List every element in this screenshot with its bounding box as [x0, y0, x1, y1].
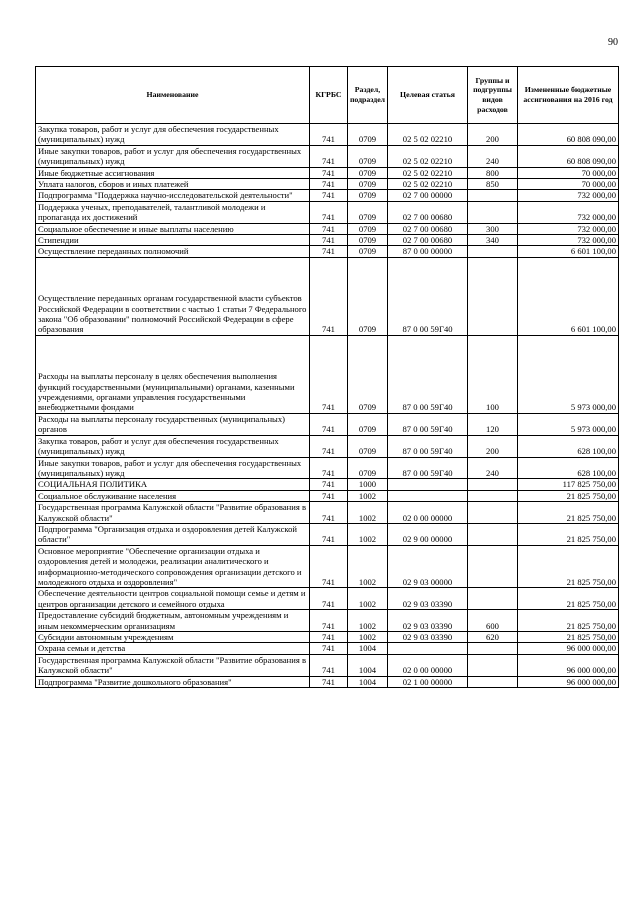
row-group-cell: 600 [468, 610, 518, 632]
row-amount-cell: 732 000,00 [518, 235, 619, 246]
table-row [36, 457, 619, 479]
row-section-cell: 0709 [348, 257, 388, 335]
row-target-cell: 02 9 03 03390 [388, 588, 468, 610]
header-amount: Измененные бюджетные ассигнования на 2016 год [518, 67, 619, 124]
row-section-cell: 0709 [348, 246, 388, 257]
table-row [36, 545, 619, 588]
row-name-cell: Иные бюджетные ассигнования [36, 167, 310, 178]
row-section-cell: 0709 [348, 190, 388, 201]
row-name-cell: Осуществление переданных полномочий [36, 246, 310, 257]
table-row [36, 145, 619, 167]
table-row [36, 201, 619, 223]
row-group-cell [468, 502, 518, 524]
row-section-cell: 1002 [348, 502, 388, 524]
row-ktrbs-cell: 741 [310, 457, 348, 479]
row-ktrbs-cell: 741 [310, 179, 348, 190]
row-name-cell: Закупка товаров, работ и услуг для обеспечения государственных (муниципальных) нужд [36, 435, 310, 457]
row-target-cell: 02 9 03 03390 [388, 632, 468, 643]
row-target-cell: 02 7 00 00680 [388, 235, 468, 246]
row-name-cell: Подпрограмма "Поддержка научно-исследовательской деятельности" [36, 190, 310, 201]
table-row [36, 124, 619, 146]
table-row [36, 643, 619, 654]
row-section-cell: 1002 [348, 490, 388, 501]
row-amount-cell: 21 825 750,00 [518, 502, 619, 524]
row-group-cell [468, 676, 518, 687]
header-name: Наименование [36, 67, 310, 124]
row-target-cell: 02 5 02 02210 [388, 179, 468, 190]
table-row [36, 435, 619, 457]
row-name-cell: Государственная программа Калужской области "Развитие образования в Калужской области" [36, 502, 310, 524]
row-amount-cell: 70 000,00 [518, 167, 619, 178]
row-section-cell: 1004 [348, 676, 388, 687]
row-group-cell [468, 490, 518, 501]
row-section-cell: 0709 [348, 223, 388, 234]
header-ktrbs: КГРБС [310, 67, 348, 124]
row-name-cell: Государственная программа Калужской области "Развитие образования в Калужской области" [36, 654, 310, 676]
row-target-cell: 02 0 00 00000 [388, 654, 468, 676]
row-amount-cell: 60 808 090,00 [518, 145, 619, 167]
table-row [36, 523, 619, 545]
row-ktrbs-cell: 741 [310, 610, 348, 632]
row-ktrbs-cell: 741 [310, 223, 348, 234]
row-target-cell: 87 0 00 59Г40 [388, 257, 468, 335]
row-section-cell: 0709 [348, 435, 388, 457]
table-row [36, 654, 619, 676]
row-name-cell: Социальное обеспечение и иные выплаты населению [36, 223, 310, 234]
row-group-cell [468, 545, 518, 588]
row-group-cell: 340 [468, 235, 518, 246]
row-target-cell: 87 0 00 00000 [388, 246, 468, 257]
row-target-cell: 87 0 00 59Г40 [388, 413, 468, 435]
row-amount-cell: 117 825 750,00 [518, 479, 619, 490]
row-amount-cell: 21 825 750,00 [518, 490, 619, 501]
row-amount-cell: 5 973 000,00 [518, 413, 619, 435]
table-row [36, 235, 619, 246]
row-amount-cell: 628 100,00 [518, 435, 619, 457]
row-name-cell: Основное мероприятие "Обеспечение организации отдыха и оздоровления детей и молодежи, реализации аналитического и информационно-методического сопровождения организации детского и молодежного отдыха и оздоровления" [36, 545, 310, 588]
row-amount-cell: 6 601 100,00 [518, 257, 619, 335]
row-ktrbs-cell: 741 [310, 523, 348, 545]
row-section-cell: 1002 [348, 588, 388, 610]
row-ktrbs-cell: 741 [310, 145, 348, 167]
page-number: 90 [608, 37, 618, 48]
row-amount-cell: 6 601 100,00 [518, 246, 619, 257]
table-row [36, 490, 619, 501]
header-target: Целевая статья [388, 67, 468, 124]
row-amount-cell: 5 973 000,00 [518, 335, 619, 413]
row-name-cell: Осуществление переданных органам государственной власти субъектов Российской Федерации в соответствии с частью 1 статьи 7 Федерального закона "Об образовании" полномочий Российской Федерации в сфере образования [36, 257, 310, 335]
table-row [36, 179, 619, 190]
row-ktrbs-cell: 741 [310, 502, 348, 524]
row-amount-cell: 21 825 750,00 [518, 610, 619, 632]
row-name-cell: Уплата налогов, сборов и иных платежей [36, 179, 310, 190]
row-section-cell: 1004 [348, 654, 388, 676]
row-name-cell: Субсидии автономным учреждениям [36, 632, 310, 643]
row-group-cell: 200 [468, 124, 518, 146]
row-group-cell: 300 [468, 223, 518, 234]
table-row [36, 257, 619, 335]
table-row [36, 335, 619, 413]
row-group-cell: 240 [468, 457, 518, 479]
row-ktrbs-cell: 741 [310, 490, 348, 501]
row-section-cell: 0709 [348, 145, 388, 167]
row-amount-cell: 60 808 090,00 [518, 124, 619, 146]
row-name-cell: Поддержка ученых, преподавателей, талантливой молодежи и пропаганда их достижений [36, 201, 310, 223]
row-section-cell: 1004 [348, 643, 388, 654]
row-section-cell: 0709 [348, 179, 388, 190]
table-header-row [36, 67, 619, 124]
row-group-cell [468, 588, 518, 610]
row-amount-cell: 628 100,00 [518, 457, 619, 479]
row-amount-cell: 732 000,00 [518, 201, 619, 223]
row-group-cell [468, 479, 518, 490]
table-row [36, 502, 619, 524]
row-group-cell: 620 [468, 632, 518, 643]
row-ktrbs-cell: 741 [310, 257, 348, 335]
row-ktrbs-cell: 741 [310, 413, 348, 435]
row-name-cell: Обеспечение деятельности центров социальной помощи семье и детям и центров организации детского и семейного отдыха [36, 588, 310, 610]
row-name-cell: Расходы на выплаты персоналу государственных (муниципальных) органов [36, 413, 310, 435]
row-ktrbs-cell: 741 [310, 235, 348, 246]
row-target-cell [388, 643, 468, 654]
table-row [36, 588, 619, 610]
row-target-cell: 02 9 00 00000 [388, 523, 468, 545]
row-target-cell: 02 7 00 00680 [388, 223, 468, 234]
row-group-cell: 850 [468, 179, 518, 190]
row-amount-cell: 732 000,00 [518, 190, 619, 201]
row-name-cell: Подпрограмма "Развитие дошкольного образования" [36, 676, 310, 687]
row-name-cell: Социальное обслуживание населения [36, 490, 310, 501]
row-group-cell [468, 257, 518, 335]
row-section-cell: 1002 [348, 523, 388, 545]
row-target-cell: 87 0 00 59Г40 [388, 335, 468, 413]
row-section-cell: 0709 [348, 201, 388, 223]
row-name-cell: Иные закупки товаров, работ и услуг для обеспечения государственных (муниципальных) нужд [36, 457, 310, 479]
row-target-cell [388, 490, 468, 501]
row-section-cell: 0709 [348, 335, 388, 413]
row-group-cell: 240 [468, 145, 518, 167]
row-target-cell: 87 0 00 59Г40 [388, 435, 468, 457]
row-ktrbs-cell: 741 [310, 190, 348, 201]
row-group-cell [468, 643, 518, 654]
row-section-cell: 1002 [348, 610, 388, 632]
row-target-cell: 87 0 00 59Г40 [388, 457, 468, 479]
row-target-cell: 02 9 03 03390 [388, 610, 468, 632]
table-row [36, 190, 619, 201]
row-target-cell: 02 9 03 00000 [388, 545, 468, 588]
row-section-cell: 0709 [348, 457, 388, 479]
row-amount-cell: 732 000,00 [518, 223, 619, 234]
row-name-cell: Предоставление субсидий бюджетным, автономным учреждениям и иным некоммерческим организациям [36, 610, 310, 632]
row-target-cell: 02 5 02 02210 [388, 145, 468, 167]
row-section-cell: 0709 [348, 235, 388, 246]
row-section-cell: 1002 [348, 632, 388, 643]
row-target-cell: 02 0 00 00000 [388, 502, 468, 524]
header-groups: Группы и подгруппы видов расходов [468, 67, 518, 124]
row-group-cell: 200 [468, 435, 518, 457]
row-amount-cell: 21 825 750,00 [518, 632, 619, 643]
row-section-cell: 0709 [348, 167, 388, 178]
row-section-cell: 1002 [348, 545, 388, 588]
row-name-cell: Расходы на выплаты персоналу в целях обеспечения выполнения функций государственными (муниципальными) органами, казенными учреждениями, органами управления государственными внебюджетными фондами [36, 335, 310, 413]
row-ktrbs-cell: 741 [310, 654, 348, 676]
row-section-cell: 0709 [348, 124, 388, 146]
row-group-cell: 100 [468, 335, 518, 413]
row-ktrbs-cell: 741 [310, 335, 348, 413]
row-ktrbs-cell: 741 [310, 643, 348, 654]
table-row [36, 632, 619, 643]
budget-table [35, 66, 619, 688]
row-name-cell: Стипендии [36, 235, 310, 246]
row-ktrbs-cell: 741 [310, 124, 348, 146]
row-ktrbs-cell: 741 [310, 435, 348, 457]
table-row [36, 246, 619, 257]
row-ktrbs-cell: 741 [310, 676, 348, 687]
row-target-cell: 02 5 02 02210 [388, 124, 468, 146]
row-group-cell: 120 [468, 413, 518, 435]
row-amount-cell: 70 000,00 [518, 179, 619, 190]
row-name-cell: Подпрограмма "Организация отдыха и оздоровления детей Калужской области" [36, 523, 310, 545]
row-amount-cell: 96 000 000,00 [518, 643, 619, 654]
row-group-cell: 800 [468, 167, 518, 178]
table-row [36, 167, 619, 178]
row-ktrbs-cell: 741 [310, 479, 348, 490]
row-ktrbs-cell: 741 [310, 246, 348, 257]
row-ktrbs-cell: 741 [310, 588, 348, 610]
row-section-cell: 0709 [348, 413, 388, 435]
header-section: Раздел, подраздел [348, 67, 388, 124]
row-ktrbs-cell: 741 [310, 545, 348, 588]
table-row [36, 413, 619, 435]
row-target-cell: 02 7 00 00680 [388, 201, 468, 223]
table-row [36, 610, 619, 632]
row-target-cell: 02 7 00 00000 [388, 190, 468, 201]
row-target-cell: 02 1 00 00000 [388, 676, 468, 687]
table-row [36, 223, 619, 234]
row-name-cell: Охрана семьи и детства [36, 643, 310, 654]
table-row [36, 479, 619, 490]
row-amount-cell: 96 000 000,00 [518, 654, 619, 676]
row-group-cell [468, 654, 518, 676]
row-amount-cell: 96 000 000,00 [518, 676, 619, 687]
row-group-cell [468, 523, 518, 545]
row-amount-cell: 21 825 750,00 [518, 523, 619, 545]
table-row [36, 676, 619, 687]
row-section-cell: 1000 [348, 479, 388, 490]
row-name-cell: Иные закупки товаров, работ и услуг для обеспечения государственных (муниципальных) нужд [36, 145, 310, 167]
row-ktrbs-cell: 741 [310, 201, 348, 223]
row-target-cell [388, 479, 468, 490]
row-group-cell [468, 190, 518, 201]
row-group-cell [468, 201, 518, 223]
row-ktrbs-cell: 741 [310, 167, 348, 178]
row-group-cell [468, 246, 518, 257]
row-ktrbs-cell: 741 [310, 632, 348, 643]
row-amount-cell: 21 825 750,00 [518, 545, 619, 588]
row-name-cell: Закупка товаров, работ и услуг для обеспечения государственных (муниципальных) нужд [36, 124, 310, 146]
row-name-cell: СОЦИАЛЬНАЯ ПОЛИТИКА [36, 479, 310, 490]
row-amount-cell: 21 825 750,00 [518, 588, 619, 610]
row-target-cell: 02 5 02 02210 [388, 167, 468, 178]
